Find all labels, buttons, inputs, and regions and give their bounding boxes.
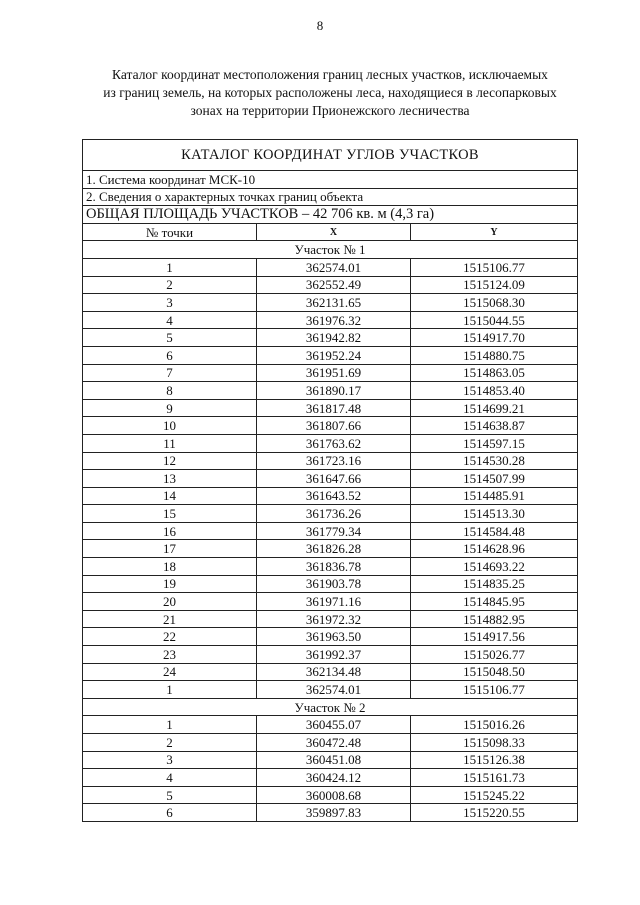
y-coordinate-cell: 1514853.40 <box>411 382 578 400</box>
y-coordinate-cell: 1514917.56 <box>411 628 578 646</box>
x-coordinate-cell: 361779.34 <box>257 522 411 540</box>
x-coordinate-cell: 360008.68 <box>257 786 411 804</box>
point-number-cell: 7 <box>83 364 257 382</box>
point-number-cell: 2 <box>83 276 257 294</box>
x-coordinate-cell: 361643.52 <box>257 487 411 505</box>
y-coordinate-cell: 1514638.87 <box>411 417 578 435</box>
header-point-number: № точки <box>83 223 257 241</box>
x-coordinate-cell: 361951.69 <box>257 364 411 382</box>
coordinate-system: 1. Система координат МСК-10 <box>83 171 578 189</box>
table-row <box>83 628 578 646</box>
x-coordinate-cell: 359897.83 <box>257 804 411 822</box>
points-info: 2. Сведения о характерных точках границ объекта <box>83 188 578 206</box>
title-line-2: из границ земель, на которых расположены леса, находящиеся в лесопарковых <box>103 85 557 100</box>
y-coordinate-cell: 1514880.75 <box>411 346 578 364</box>
total-area: ОБЩАЯ ПЛОЩАДЬ УЧАСТКОВ – 42 706 кв. м (4,3 га) <box>83 206 578 224</box>
x-coordinate-cell: 360451.08 <box>257 751 411 769</box>
point-number-cell: 3 <box>83 294 257 312</box>
y-coordinate-cell: 1514699.21 <box>411 399 578 417</box>
coordinates-catalog-table <box>82 139 578 822</box>
table-row <box>83 294 578 312</box>
title-line-3: зонах на территории Прионежского лесничества <box>190 103 470 118</box>
point-number-cell: 15 <box>83 505 257 523</box>
table-row <box>83 575 578 593</box>
y-coordinate-cell: 1515106.77 <box>411 258 578 276</box>
x-coordinate-cell: 362134.48 <box>257 663 411 681</box>
y-coordinate-cell: 1514597.15 <box>411 434 578 452</box>
y-coordinate-cell: 1515126.38 <box>411 751 578 769</box>
y-coordinate-cell: 1514584.48 <box>411 522 578 540</box>
point-number-cell: 2 <box>83 734 257 752</box>
page-number: 8 <box>316 18 324 33</box>
point-number-cell: 10 <box>83 417 257 435</box>
y-coordinate-cell: 1515048.50 <box>411 663 578 681</box>
coordinate-system-row <box>83 171 578 189</box>
x-coordinate-cell: 361903.78 <box>257 575 411 593</box>
table-row <box>83 786 578 804</box>
x-coordinate-cell: 360424.12 <box>257 769 411 787</box>
point-number-cell: 4 <box>83 311 257 329</box>
point-number-cell: 6 <box>83 346 257 364</box>
point-number-cell: 3 <box>83 751 257 769</box>
y-coordinate-cell: 1515016.26 <box>411 716 578 734</box>
catalog-body <box>83 241 578 822</box>
point-number-cell: 1 <box>83 716 257 734</box>
point-number-cell: 8 <box>83 382 257 400</box>
table-row <box>83 399 578 417</box>
table-row <box>83 751 578 769</box>
table-row <box>83 681 578 699</box>
point-number-cell: 6 <box>83 804 257 822</box>
table-row <box>83 364 578 382</box>
table-caption-row <box>83 140 578 171</box>
table-row <box>83 558 578 576</box>
y-coordinate-cell: 1515124.09 <box>411 276 578 294</box>
table-row <box>83 329 578 347</box>
y-coordinate-cell: 1515044.55 <box>411 311 578 329</box>
point-number-cell: 12 <box>83 452 257 470</box>
point-number-cell: 5 <box>83 329 257 347</box>
y-coordinate-cell: 1514917.70 <box>411 329 578 347</box>
table-row <box>83 470 578 488</box>
x-coordinate-cell: 361723.16 <box>257 452 411 470</box>
plot-label: Участок № 2 <box>83 698 578 716</box>
x-coordinate-cell: 362552.49 <box>257 276 411 294</box>
point-number-cell: 16 <box>83 522 257 540</box>
plot-label: Участок № 1 <box>83 241 578 259</box>
header-x: X <box>257 223 411 241</box>
point-number-cell: 1 <box>83 258 257 276</box>
y-coordinate-cell: 1514693.22 <box>411 558 578 576</box>
total-area-row <box>83 206 578 224</box>
table-row <box>83 540 578 558</box>
x-coordinate-cell: 361647.66 <box>257 470 411 488</box>
table-row <box>83 663 578 681</box>
x-coordinate-cell: 362574.01 <box>257 681 411 699</box>
x-coordinate-cell: 360472.48 <box>257 734 411 752</box>
plot-header-row <box>83 698 578 716</box>
x-coordinate-cell: 361890.17 <box>257 382 411 400</box>
y-coordinate-cell: 1515068.30 <box>411 294 578 312</box>
column-header-row <box>83 223 578 241</box>
x-coordinate-cell: 361942.82 <box>257 329 411 347</box>
x-coordinate-cell: 362574.01 <box>257 258 411 276</box>
x-coordinate-cell: 361807.66 <box>257 417 411 435</box>
y-coordinate-cell: 1515245.22 <box>411 786 578 804</box>
table-caption: КАТАЛОГ КООРДИНАТ УГЛОВ УЧАСТКОВ <box>83 140 578 171</box>
header-y: Y <box>411 223 578 241</box>
x-coordinate-cell: 361992.37 <box>257 646 411 664</box>
point-number-cell: 13 <box>83 470 257 488</box>
y-coordinate-cell: 1514485.91 <box>411 487 578 505</box>
x-coordinate-cell: 361952.24 <box>257 346 411 364</box>
table-row <box>83 487 578 505</box>
table-row <box>83 716 578 734</box>
table-row <box>83 610 578 628</box>
y-coordinate-cell: 1514628.96 <box>411 540 578 558</box>
point-number-cell: 5 <box>83 786 257 804</box>
table-row <box>83 417 578 435</box>
y-coordinate-cell: 1514530.28 <box>411 452 578 470</box>
point-number-cell: 1 <box>83 681 257 699</box>
x-coordinate-cell: 361763.62 <box>257 434 411 452</box>
y-coordinate-cell: 1515106.77 <box>411 681 578 699</box>
y-coordinate-cell: 1515161.73 <box>411 769 578 787</box>
y-coordinate-cell: 1514845.95 <box>411 593 578 611</box>
point-number-cell: 11 <box>83 434 257 452</box>
point-number-cell: 9 <box>83 399 257 417</box>
table-row <box>83 346 578 364</box>
table-row <box>83 804 578 822</box>
table-row <box>83 769 578 787</box>
table-row <box>83 311 578 329</box>
y-coordinate-cell: 1514863.05 <box>411 364 578 382</box>
y-coordinate-cell: 1514507.99 <box>411 470 578 488</box>
table-row <box>83 505 578 523</box>
x-coordinate-cell: 361976.32 <box>257 311 411 329</box>
plot-header-row <box>83 241 578 259</box>
y-coordinate-cell: 1515026.77 <box>411 646 578 664</box>
y-coordinate-cell: 1515098.33 <box>411 734 578 752</box>
point-number-cell: 20 <box>83 593 257 611</box>
table-row <box>83 646 578 664</box>
x-coordinate-cell: 361971.16 <box>257 593 411 611</box>
x-coordinate-cell: 361963.50 <box>257 628 411 646</box>
table-row <box>83 382 578 400</box>
point-number-cell: 22 <box>83 628 257 646</box>
point-number-cell: 23 <box>83 646 257 664</box>
point-number-cell: 4 <box>83 769 257 787</box>
y-coordinate-cell: 1514882.95 <box>411 610 578 628</box>
x-coordinate-cell: 361826.28 <box>257 540 411 558</box>
point-number-cell: 14 <box>83 487 257 505</box>
x-coordinate-cell: 361736.26 <box>257 505 411 523</box>
table-row <box>83 452 578 470</box>
table-row <box>83 434 578 452</box>
y-coordinate-cell: 1514835.25 <box>411 575 578 593</box>
y-coordinate-cell: 1514513.30 <box>411 505 578 523</box>
point-number-cell: 24 <box>83 663 257 681</box>
point-number-cell: 19 <box>83 575 257 593</box>
table-row <box>83 276 578 294</box>
point-number-cell: 17 <box>83 540 257 558</box>
title-line-1: Каталог координат местоположения границ лесных участков, исключаемых <box>112 67 548 82</box>
x-coordinate-cell: 361836.78 <box>257 558 411 576</box>
points-info-row <box>83 188 578 206</box>
table-row <box>83 522 578 540</box>
x-coordinate-cell: 360455.07 <box>257 716 411 734</box>
document-title <box>70 66 590 120</box>
x-coordinate-cell: 361972.32 <box>257 610 411 628</box>
x-coordinate-cell: 362131.65 <box>257 294 411 312</box>
table-row <box>83 258 578 276</box>
table-row <box>83 593 578 611</box>
point-number-cell: 18 <box>83 558 257 576</box>
table-row <box>83 734 578 752</box>
y-coordinate-cell: 1515220.55 <box>411 804 578 822</box>
x-coordinate-cell: 361817.48 <box>257 399 411 417</box>
point-number-cell: 21 <box>83 610 257 628</box>
